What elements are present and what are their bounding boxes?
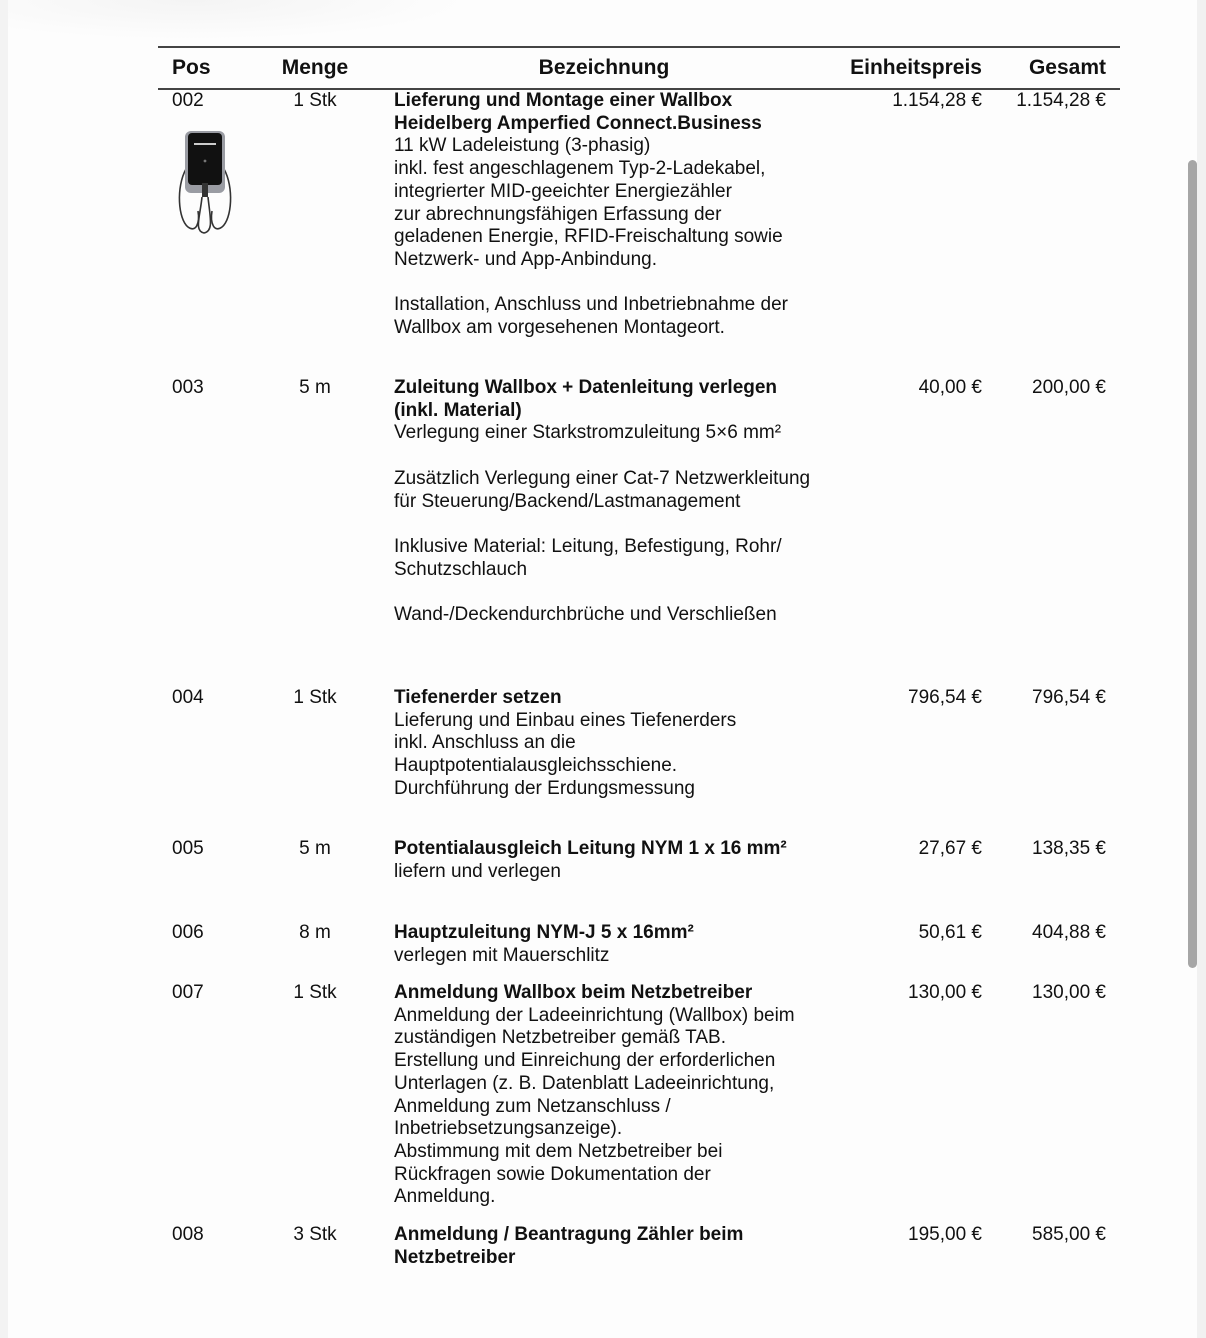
row-desc-line: 11 kW Ladeleistung (3-phasig) <box>394 135 651 157</box>
row-desc-line: inkl. Anschluss an die Hauptpotentialausgleichsschiene. <box>394 732 678 777</box>
row-quantity: 5 m <box>299 377 331 398</box>
row-quantity: 1 Stk <box>293 687 337 708</box>
row-desc-line: Inklusive Material: Leitung, Befestigung, Rohr/ Schutzschlauch <box>394 535 782 580</box>
row-desc-line: zur abrechnungsfähigen Erfassung der geladenen Energie, RFID-Freischaltung sowie Netzwerk- und App-Anbindung. <box>394 203 783 270</box>
row-pos: 006 <box>172 922 204 943</box>
row-total: 200,00 € <box>1032 377 1106 398</box>
wallbox-product-image <box>174 127 236 237</box>
header-unit-price: Einheitspreis <box>828 47 996 89</box>
row-pos: 003 <box>172 377 204 398</box>
row-unit-price: 130,00 € <box>908 982 982 1003</box>
row-total: 130,00 € <box>1032 982 1106 1003</box>
row-pos: 004 <box>172 687 204 708</box>
row-description <box>380 687 828 838</box>
row-desc-line: integrierter MID-geeichter Energiezähler <box>394 180 732 202</box>
vertical-scrollbar-thumb[interactable] <box>1188 160 1197 968</box>
row-desc-line: verlegen mit Mauerschlitz <box>394 944 610 966</box>
row-total: 796,54 € <box>1032 687 1106 708</box>
row-desc-line: inkl. fest angeschlagenem Typ-2-Ladekabel, <box>394 158 766 180</box>
row-total: 1.154,28 € <box>1016 90 1106 111</box>
row-description <box>380 89 828 377</box>
row-quantity: 8 m <box>299 922 331 943</box>
row-quantity: 1 Stk <box>293 90 337 111</box>
row-desc-gap <box>394 272 814 295</box>
row-unit-price: 40,00 € <box>918 377 982 398</box>
row-desc-line: Verlegung einer Starkstromzuleitung 5×6 mm² <box>394 422 782 444</box>
row-unit-price: 796,54 € <box>908 687 982 708</box>
row-pos: 008 <box>172 1224 204 1245</box>
row-desc-line: Wand-/Deckendurchbrüche und Verschließen <box>394 603 777 625</box>
table-row <box>158 89 1120 377</box>
row-title: Zuleitung Wallbox + Datenleitung verlegen (inkl. Material) <box>394 377 778 421</box>
row-desc-line: Installation, Anschluss und Inbetriebnahme der Wallbox am vorgesehenen Montageort. <box>394 294 788 339</box>
row-quantity: 5 m <box>299 838 331 859</box>
table-row <box>158 687 1120 838</box>
row-desc-line: Zusätzlich Verlegung einer Cat-7 Netzwerkleitung für Steuerung/Backend/Lastmanagement <box>394 467 811 512</box>
row-desc-line: Abstimmung mit dem Netzbetreiber bei Rückfragen sowie Dokumentation der Anmeldung. <box>394 1140 723 1208</box>
vertical-scrollbar-track[interactable] <box>1197 0 1206 1338</box>
row-description <box>380 377 828 687</box>
row-desc-line: Durchführung der Erdungsmessung <box>394 777 696 799</box>
row-desc-line: liefern und verlegen <box>394 860 561 882</box>
row-title: Potentialausgleich Leitung NYM 1 x 16 mm² <box>394 838 787 859</box>
row-desc-gap <box>394 445 814 468</box>
row-unit-price: 1.154,28 € <box>892 90 982 111</box>
table-row <box>158 838 1120 922</box>
row-title: Anmeldung / Beantragung Zähler beim Netzbetreiber <box>394 1224 744 1268</box>
row-desc-gap <box>394 513 814 536</box>
row-pos: 002 <box>172 90 204 111</box>
row-desc-line: Lieferung und Einbau eines Tiefenerders <box>394 709 737 731</box>
row-total: 138,35 € <box>1032 838 1106 859</box>
header-pos: Pos <box>158 47 250 89</box>
row-unit-price: 50,61 € <box>918 922 982 943</box>
row-title: Anmeldung Wallbox beim Netzbetreiber <box>394 982 753 1003</box>
row-title: Tiefenerder setzen <box>394 687 562 708</box>
table-row <box>158 922 1120 982</box>
row-description <box>380 982 828 1224</box>
row-title: Lieferung und Montage einer Wallbox Heidelberg Amperfied Connect.Business <box>394 90 762 134</box>
row-pos-cell <box>158 89 250 377</box>
row-desc-gap <box>394 581 814 604</box>
row-quantity: 3 Stk <box>293 1224 337 1245</box>
document-page <box>8 0 1197 1338</box>
row-title: Hauptzuleitung NYM-J 5 x 16mm² <box>394 922 694 943</box>
row-total: 585,00 € <box>1032 1224 1106 1245</box>
table-header-row <box>158 47 1120 89</box>
row-unit-price: 195,00 € <box>908 1224 982 1245</box>
row-description <box>380 1224 828 1284</box>
row-description <box>380 922 828 982</box>
row-quantity: 1 Stk <box>293 982 337 1003</box>
row-pos: 005 <box>172 838 204 859</box>
header-total: Gesamt <box>996 47 1120 89</box>
row-desc-line: Anmeldung der Ladeeinrichtung (Wallbox) beim zuständigen Netzbetreiber gemäß TAB. <box>394 1004 795 1049</box>
row-total: 404,88 € <box>1032 922 1106 943</box>
table-row <box>158 1224 1120 1284</box>
header-quantity: Menge <box>250 47 380 89</box>
row-unit-price: 27,67 € <box>918 838 982 859</box>
line-items-table <box>158 46 1120 1284</box>
table-row <box>158 377 1120 687</box>
row-pos: 007 <box>172 982 204 1003</box>
row-description <box>380 838 828 922</box>
table-row <box>158 982 1120 1224</box>
header-description: Bezeichnung <box>380 47 828 89</box>
page-shade <box>8 0 468 40</box>
row-desc-line: Erstellung und Einreichung der erforderlichen Unterlagen (z. B. Datenblatt Ladeeinrichtung, Anmeldung zum Netzanschluss / Inbetriebsetzungsanzeige). <box>394 1050 776 1140</box>
